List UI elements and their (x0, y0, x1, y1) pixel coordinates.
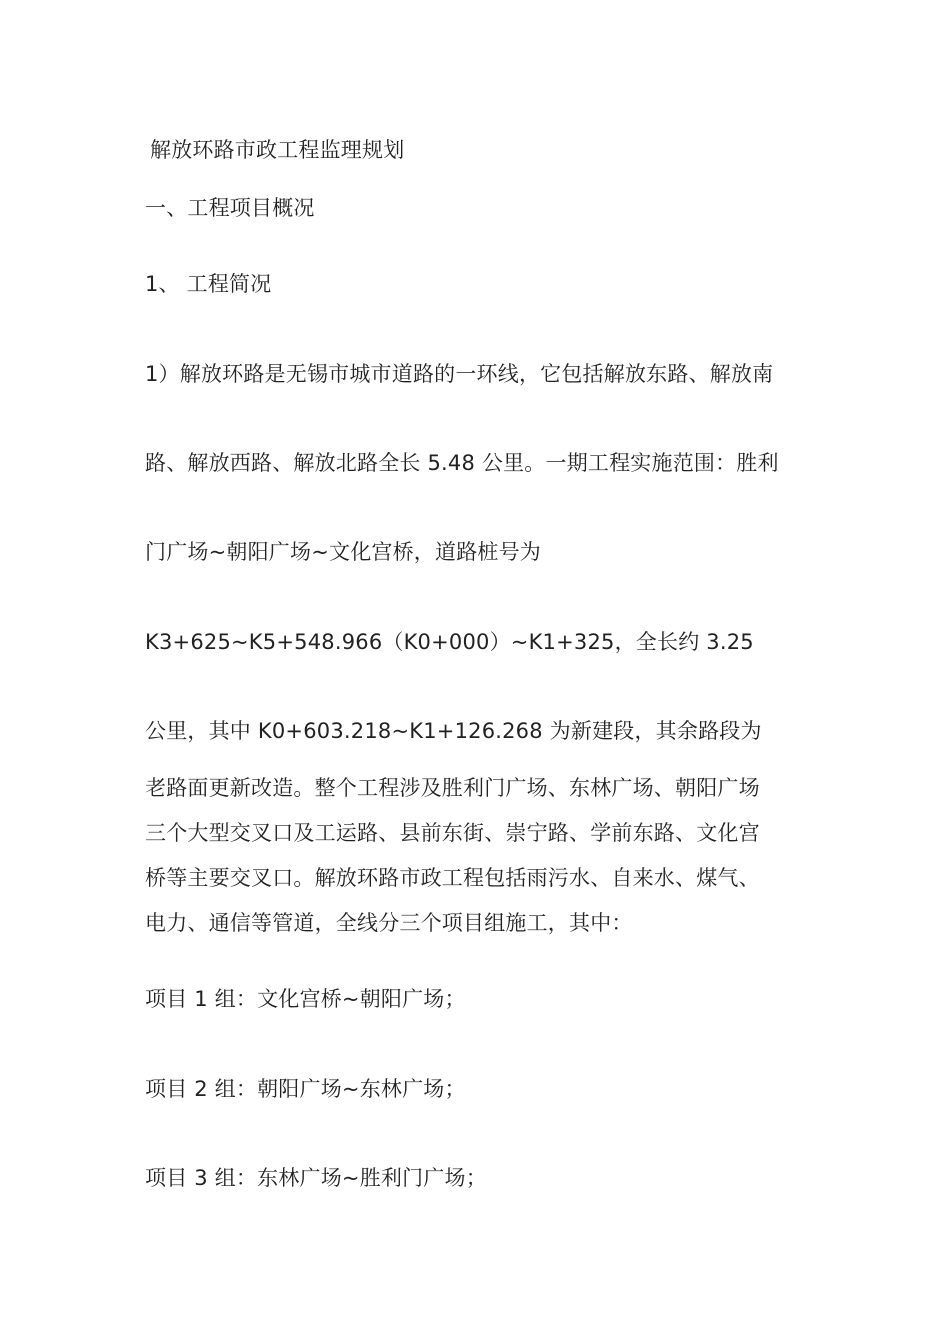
subsection-heading: 1、 工程简况 (145, 272, 272, 296)
paragraph-line: 电力、通信等管道，全线分三个项目组施工，其中： (145, 911, 633, 935)
paragraph-line: 1）解放环路是无锡市城市道路的一环线，它包括解放东路、解放南 (145, 362, 774, 386)
paragraph-line: 三个大型交叉口及工运路、县前东街、崇宁路、学前东路、文化宫 (145, 821, 760, 845)
document-title: 解放环路市政工程监理规划 (150, 138, 405, 162)
project-group-item: 项目 3 组：东林广场~胜利门广场； (145, 1166, 487, 1190)
paragraph-line: 桥等主要交叉口。解放环路市政工程包括雨污水、自来水、煤气、 (145, 866, 760, 890)
paragraph-line: 路、解放西路、解放北路全长 5.48 公里。一期工程实施范围：胜利 (145, 451, 779, 475)
paragraph-line: 公里，其中 K0+603.218~K1+126.268 为新建段，其余路段为 (145, 719, 762, 743)
paragraph-line: 门广场~朝阳广场~文化宫桥，道路桩号为 (145, 540, 541, 564)
section-heading: 一、工程项目概况 (145, 196, 315, 220)
project-group-item: 项目 1 组：文化宫桥~朝阳广场； (145, 987, 466, 1011)
paragraph-line: K3+625~K5+548.966（K0+000）~K1+325，全长约 3.25 (145, 630, 754, 654)
project-group-item: 项目 2 组：朝阳广场~东林广场； (145, 1077, 466, 1101)
paragraph-line: 老路面更新改造。整个工程涉及胜利门广场、东林广场、朝阳广场 (145, 776, 760, 800)
